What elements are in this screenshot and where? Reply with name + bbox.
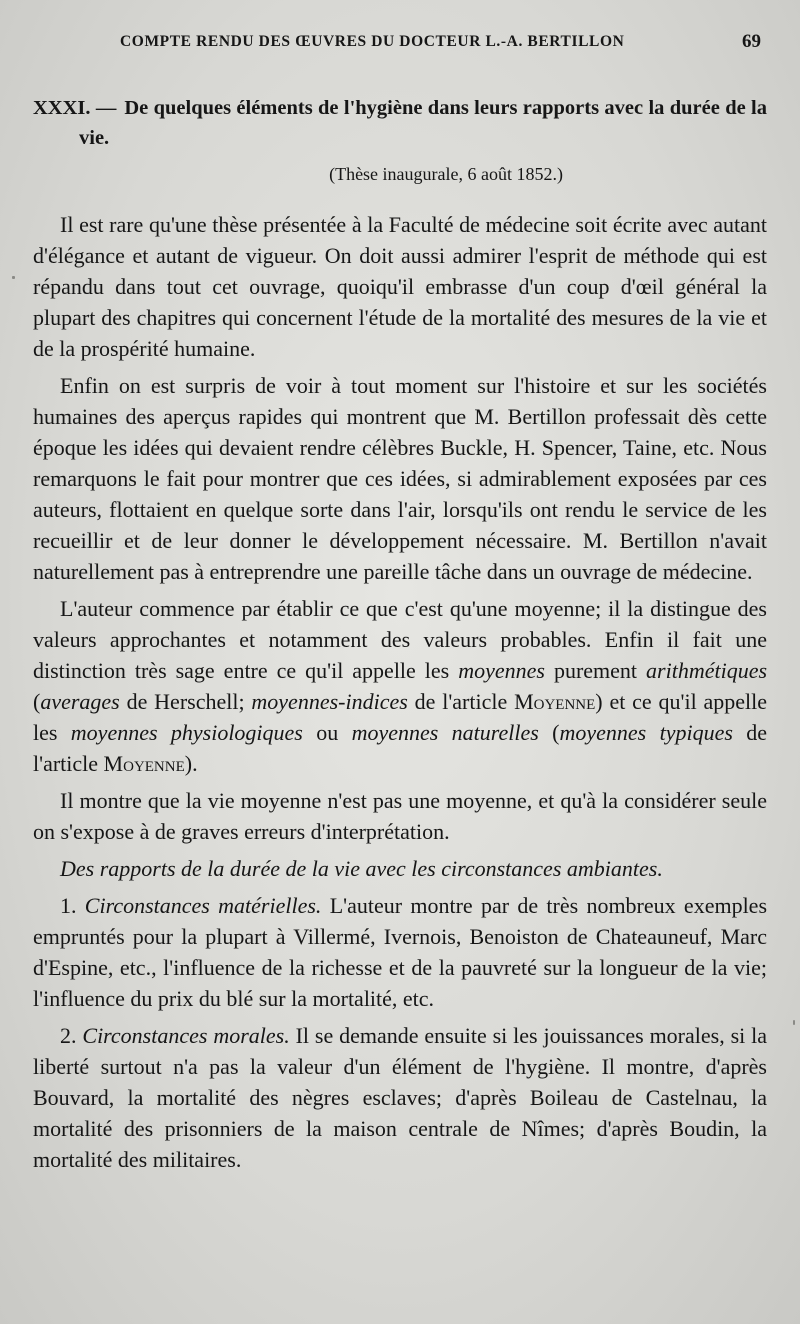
smallcaps-run: Moyenne [103,751,185,776]
italic-run: moyennes-indices [251,689,408,714]
paper-speck [793,1020,795,1025]
text-run: ou [316,720,339,745]
item-number: 2. [60,1023,77,1048]
section-heading [33,93,767,153]
body-text [33,93,767,1175]
item-label: Circonstances morales. [82,1023,290,1048]
smallcaps-run: Moyenne [514,689,596,714]
italic-run: moyennes naturelles [351,720,539,745]
text-run: L'auteur commence par établir ce que c'est qu'une moyenne; il la distingue des valeurs approchantes et notamment des valeurs probables. Enfin il fait une distinction très sage entre ce qu'il appelle les [33,596,767,683]
paragraph-material [33,890,767,1014]
paragraph-1: Il est rare qu'une thèse présentée à la Faculté de médecine soit écrite avec autant d'élégance et autant de vigueur. On doit aussi admirer l'esprit de méthode qui est répandu dans tout cet ouvrage, quoiqu'il embrasse d'un coup d'œil général la plupart des chapitres qui concernent l'étude de la mortalité des mesures de la vie et de la prospérité humaine. [33,212,767,361]
paragraph-2: Enfin on est surpris de voir à tout moment sur l'histoire et sur les sociétés humaines des aperçus rapides qui montrent que M. Bertillon professait dès cette époque les idées qui devaient rendre célèbres Buckle, H. Spencer, Taine, etc. Nous remarquons le fait pour montrer que ces idées, si admirablement exposées par ces auteurs, flottaient en quelque sorte dans l'air, lorsqu'ils ont rendu le service de les recueillir et de leur donner le développement nécessaire. M. Bertillon n'avait naturellement pas à entreprendre une pareille tâche dans un ouvrage de médecine. [33,373,767,584]
subheading-circumstances: Des rapports de la durée de la vie avec les circonstances ambiantes. [60,856,663,881]
text-run: ). [184,751,198,776]
paper-speck [12,276,15,279]
italic-run: moyennes typiques [559,720,733,745]
item-text: Il se demande ensuite si les jouissances morales, si la liberté surtout n'a pas la valeur d'un élément de l'hygiène. Il montre, d'après Bouvard, la mortalité des nègres esclaves; d'après Boileau de Castelnau, la mortalité des prisonniers de la maison centrale de Nîmes; d'après Boudin, la mortalité des militaires. [33,1023,768,1172]
item-label: Circonstances matérielles. [84,893,322,918]
text-run: de l'article [33,720,768,776]
page-header [0,0,800,70]
paragraph-4: Il montre que la vie moyenne n'est pas une moyenne, et qu'à la considérer seule on s'expose à de graves erreurs d'interprétation. [33,788,767,844]
text-run: ( [33,689,41,714]
text-run: ) et ce qu'il appelle les [33,689,768,745]
text-run: ( [552,720,560,745]
item-number: 1. [60,893,77,918]
item-text: L'auteur montre par de très nombreux exemples empruntés pour la plupart à Villermé, Ivernois, Benoiston de Chateauneuf, Marc d'Espine, etc., l'influence de la richesse et de la pauvreté sur la longueur de la vie; l'influence du prix du blé sur la mortalité, etc. [33,893,768,1011]
paragraph-moral [33,1020,767,1175]
italic-run: averages [40,689,120,714]
running-head: COMPTE RENDU DES ŒUVRES DU DOCTEUR L.-A. BERTILLON [120,33,625,50]
page-number: 69 [742,31,761,52]
section-title: De quelques éléments de l'hygiène dans leurs rapports avec la durée de la vie. [79,97,767,149]
italic-run: arithmétiques [646,658,768,683]
paragraph-3 [33,593,767,779]
text-run: de Herschell; [126,689,245,714]
text-run: purement [553,658,638,683]
citation: (Thèse inaugurale, 6 août 1852.) [329,164,563,184]
italic-run: moyennes [458,658,545,683]
text-run: de l'article [414,689,508,714]
italic-run: moyennes physiologiques [70,720,303,745]
section-number: XXXI. — [33,97,117,119]
